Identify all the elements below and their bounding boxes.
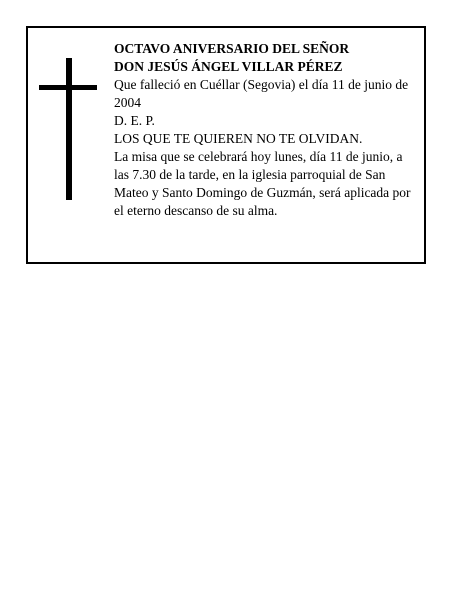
- cross-vertical-bar: [66, 58, 72, 200]
- obituary-notice: [26, 26, 426, 264]
- cross-horizontal-bar: [39, 85, 97, 90]
- remembrance-text: LOS QUE TE QUIEREN NO TE OLVIDAN.: [114, 131, 363, 146]
- notice-text: [114, 40, 416, 220]
- notice-title-line2: DON JESÚS ÁNGEL VILLAR PÉREZ: [114, 59, 343, 74]
- mass-info: La misa que se celebrará hoy lunes, día 11 de junio, a las 7.30 de la tarde, en la iglesia parroquial de San Mateo y Santo Domingo de Guzmán, será aplicada por el eterno descanso de su alma.: [114, 149, 411, 218]
- death-info: Que falleció en Cuéllar (Segovia) el día 11 de junio de 2004: [114, 77, 409, 110]
- rip-text: D. E. P.: [114, 113, 155, 128]
- notice-title-line1: OCTAVO ANIVERSARIO DEL SEÑOR: [114, 41, 350, 56]
